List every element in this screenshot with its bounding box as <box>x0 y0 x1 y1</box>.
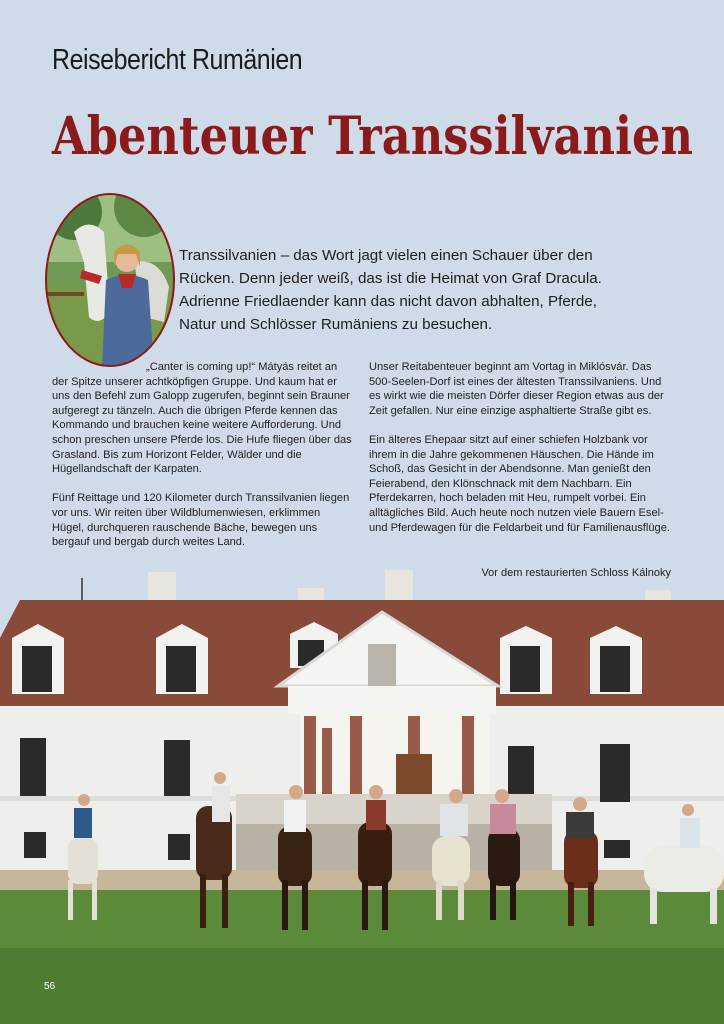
photo-caption: Vor dem restaurierten Schloss Kálnoky <box>481 567 671 579</box>
intro-text: Transsilvanien – das Wort jagt vielen einen Schauer über den Rücken. Denn jeder weiß, das ist die Heimat von Graf Dracula. Adrienne Friedlaender kann das nicht davon abhalten, Pferde, Natur und Schlösser Rumäniens zu besuchen. <box>179 247 602 333</box>
body-column-right <box>369 360 673 550</box>
article-title: Abenteuer Transsilvanien <box>52 106 693 167</box>
paragraph: Unser Reitabenteuer beginnt am Vortag in Miklósvár. Das 500-Seelen-Dorf ist eines der ältesten Transsilvaniens. Und es wirkt wie die meisten Dörfer dieser Region etwas aus der Zeit gefallen. Nur eine einzige asphaltierte Straße gibt es. <box>369 361 664 417</box>
portrait-photo <box>44 192 176 368</box>
section-kicker: Reisebericht Rumänien <box>52 44 303 76</box>
page-number: 56 <box>44 981 56 992</box>
paragraph: Fünf Reittage und 120 Kilometer durch Transsilvanien liegen vor uns. Wir reiten über Wildblumenwiesen, erklimmen Hügel, durchqueren rauschende Bäche, bewegen uns bergauf und bergab durch weites Land. <box>52 492 350 549</box>
body-column-left <box>52 360 352 564</box>
paragraph: Ein älteres Ehepaar sitzt auf einer schiefen Holzbank vor ihrem in die Jahre gekommenen Häuschen. Die Hände im Schoß, das Gesicht in der Abendsonne. Man genießt den Feierabend, den Klönschnack mit dem Nachbarn. Ein Pferdekarren, hoch beladen mit Heu, rumpelt vorbei. Ein alltägliches Bild. Auch heute noch nutzen viele Bauern Esel- und Pferdewagen für die Feldarbeit und für Familienausflüge. <box>369 433 670 534</box>
castle-photo <box>0 568 724 1024</box>
paragraph: „Canter is coming up!“ Mátyás reitet an der Spitze unserer achtköpfigen Gruppe. Und kaum hat er uns den Befehl zum Galopp zugerufen, beginnt sein Brauner aufgeregt zu tänzeln. Auch die übrigen Pferde kennen das Kommando und brauchen keine weitere Aufforderung. Und schon preschen unsere Pferde los. Die Hufe fliegen über das Grasland. Bis zum Horizont Felder, Wälder und die Hügellandschaft der Karpaten. <box>52 361 352 476</box>
